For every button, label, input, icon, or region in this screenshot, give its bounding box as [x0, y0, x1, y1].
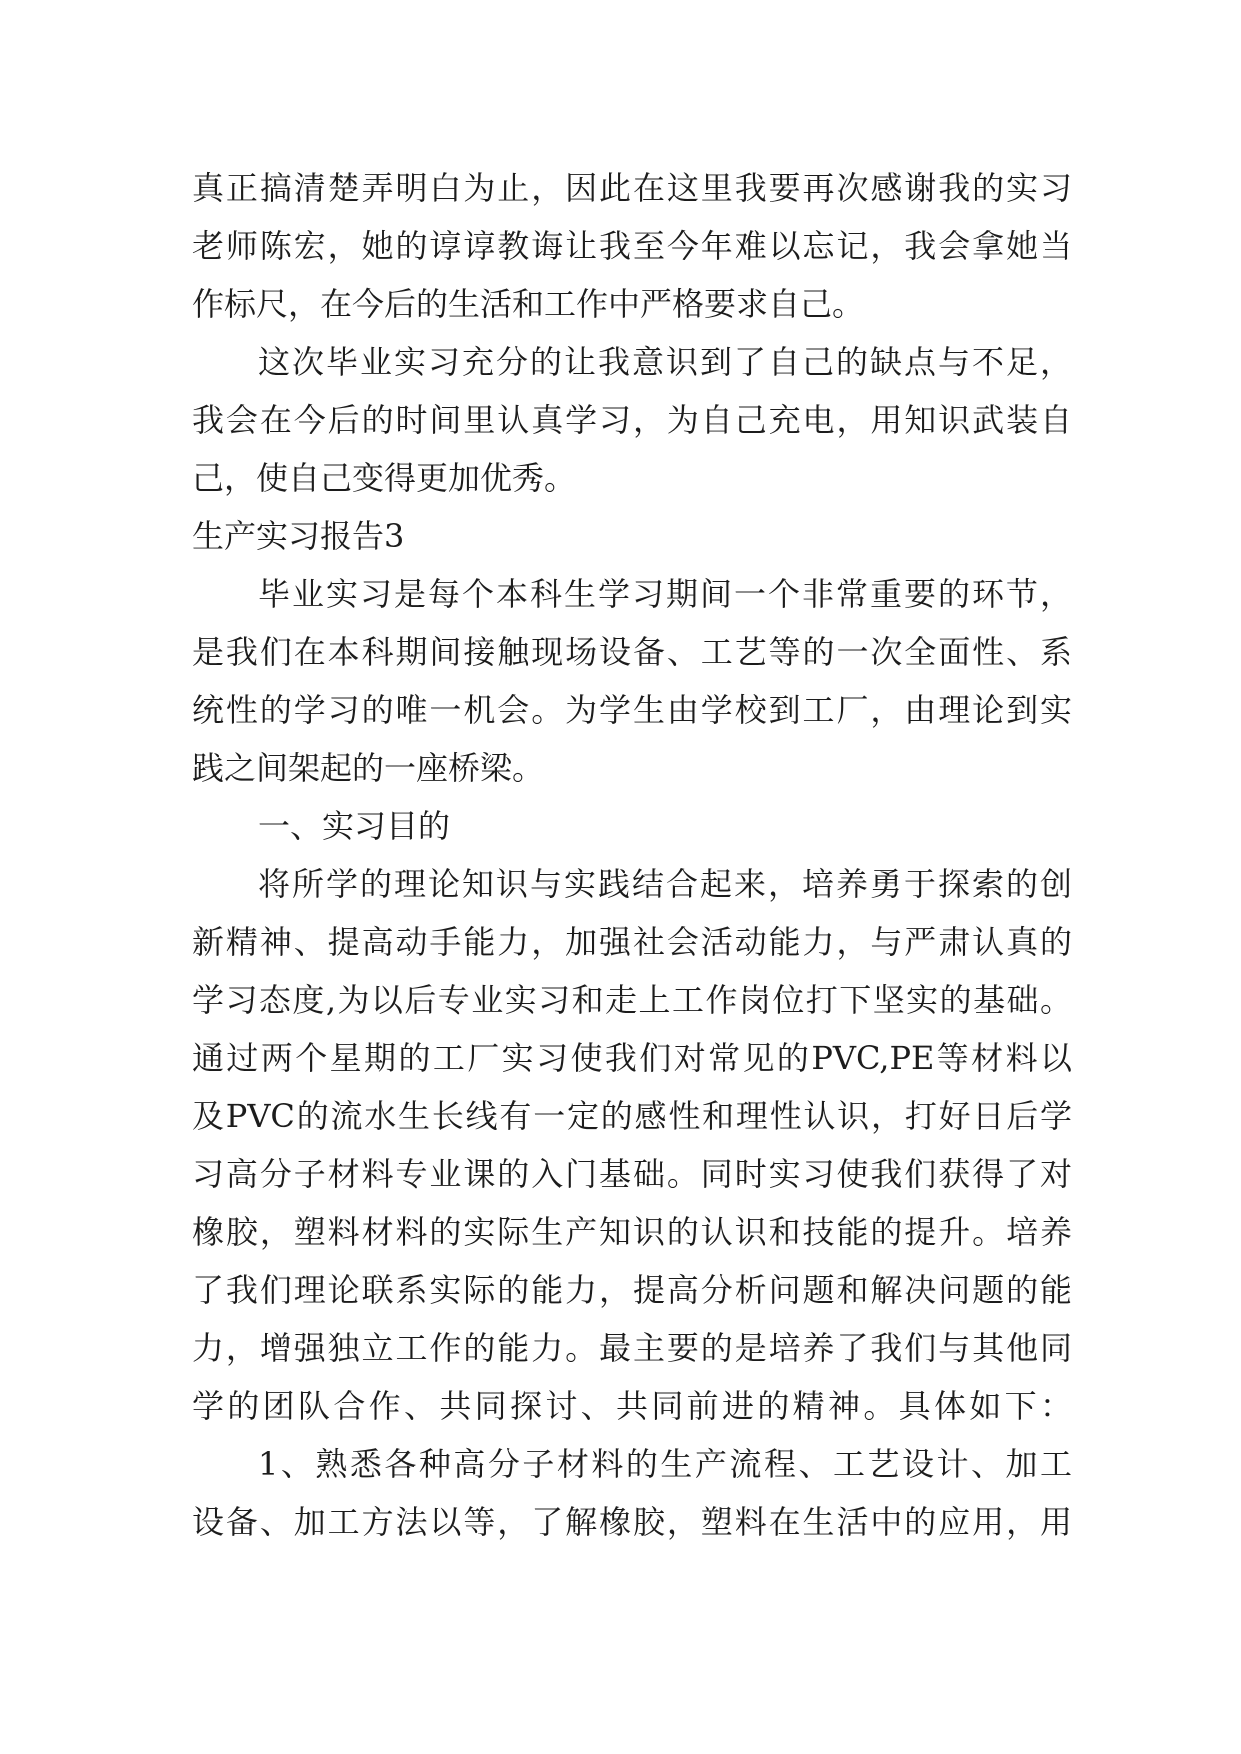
text-line: 将所学的理论知识与实践结合起来，培养勇于探索的创	[258, 865, 1072, 903]
text-line: 统性的学习的唯一机会。为学生由学校到工厂，由理论到实	[192, 691, 1072, 729]
text-line: 是我们在本科期间接触现场设备、工艺等的一次全面性、系	[192, 633, 1072, 671]
text-line: 己，使自己变得更加优秀。	[192, 459, 577, 497]
text-line: 真正搞清楚弄明白为止，因此在这里我要再次感谢我的实习	[192, 169, 1072, 207]
body-text	[192, 159, 1072, 1551]
text-line: 我会在今后的时间里认真学习，为自己充电，用知识武装自	[192, 401, 1072, 439]
subsection-heading: 一、实习目的	[258, 807, 451, 845]
text-line: 通过两个星期的工厂实习使我们对常见的PVC,PE等材料以	[192, 1039, 1072, 1077]
text-line: 这次毕业实习充分的让我意识到了自己的缺点与不足，	[258, 343, 1072, 381]
text-line: 老师陈宏，她的谆谆教诲让我至今年难以忘记，我会拿她当	[192, 227, 1072, 265]
text-line: 作标尺，在今后的生活和工作中严格要求自己。	[192, 285, 865, 323]
text-line: 力，增强独立工作的能力。最主要的是培养了我们与其他同	[192, 1329, 1072, 1367]
text-line: 1、熟悉各种高分子材料的生产流程、工艺设计、加工	[258, 1445, 1072, 1483]
text-line: 橡胶，塑料材料的实际生产知识的认识和技能的提升。培养	[192, 1213, 1072, 1251]
text-line: 习高分子材料专业课的入门基础。同时实习使我们获得了对	[192, 1155, 1072, 1193]
text-line: 学的团队合作、共同探讨、共同前进的精神。具体如下：	[192, 1387, 1072, 1425]
text-line: 了我们理论联系实际的能力，提高分析问题和解决问题的能	[192, 1271, 1072, 1309]
text-line: 设备、加工方法以等，了解橡胶，塑料在生活中的应用，用	[192, 1503, 1072, 1541]
text-line: 毕业实习是每个本科生学习期间一个非常重要的环节，	[258, 575, 1072, 613]
section-heading: 生产实习报告3	[192, 517, 405, 555]
text-line: 新精神、提高动手能力，加强社会活动能力，与严肃认真的	[192, 923, 1072, 961]
text-line: 及PVC的流水生长线有一定的感性和理性认识，打好日后学	[192, 1097, 1072, 1135]
text-line: 学习态度,为以后专业实习和走上工作岗位打下坚实的基础。	[192, 981, 1072, 1019]
text-line: 践之间架起的一座桥梁。	[192, 749, 545, 787]
